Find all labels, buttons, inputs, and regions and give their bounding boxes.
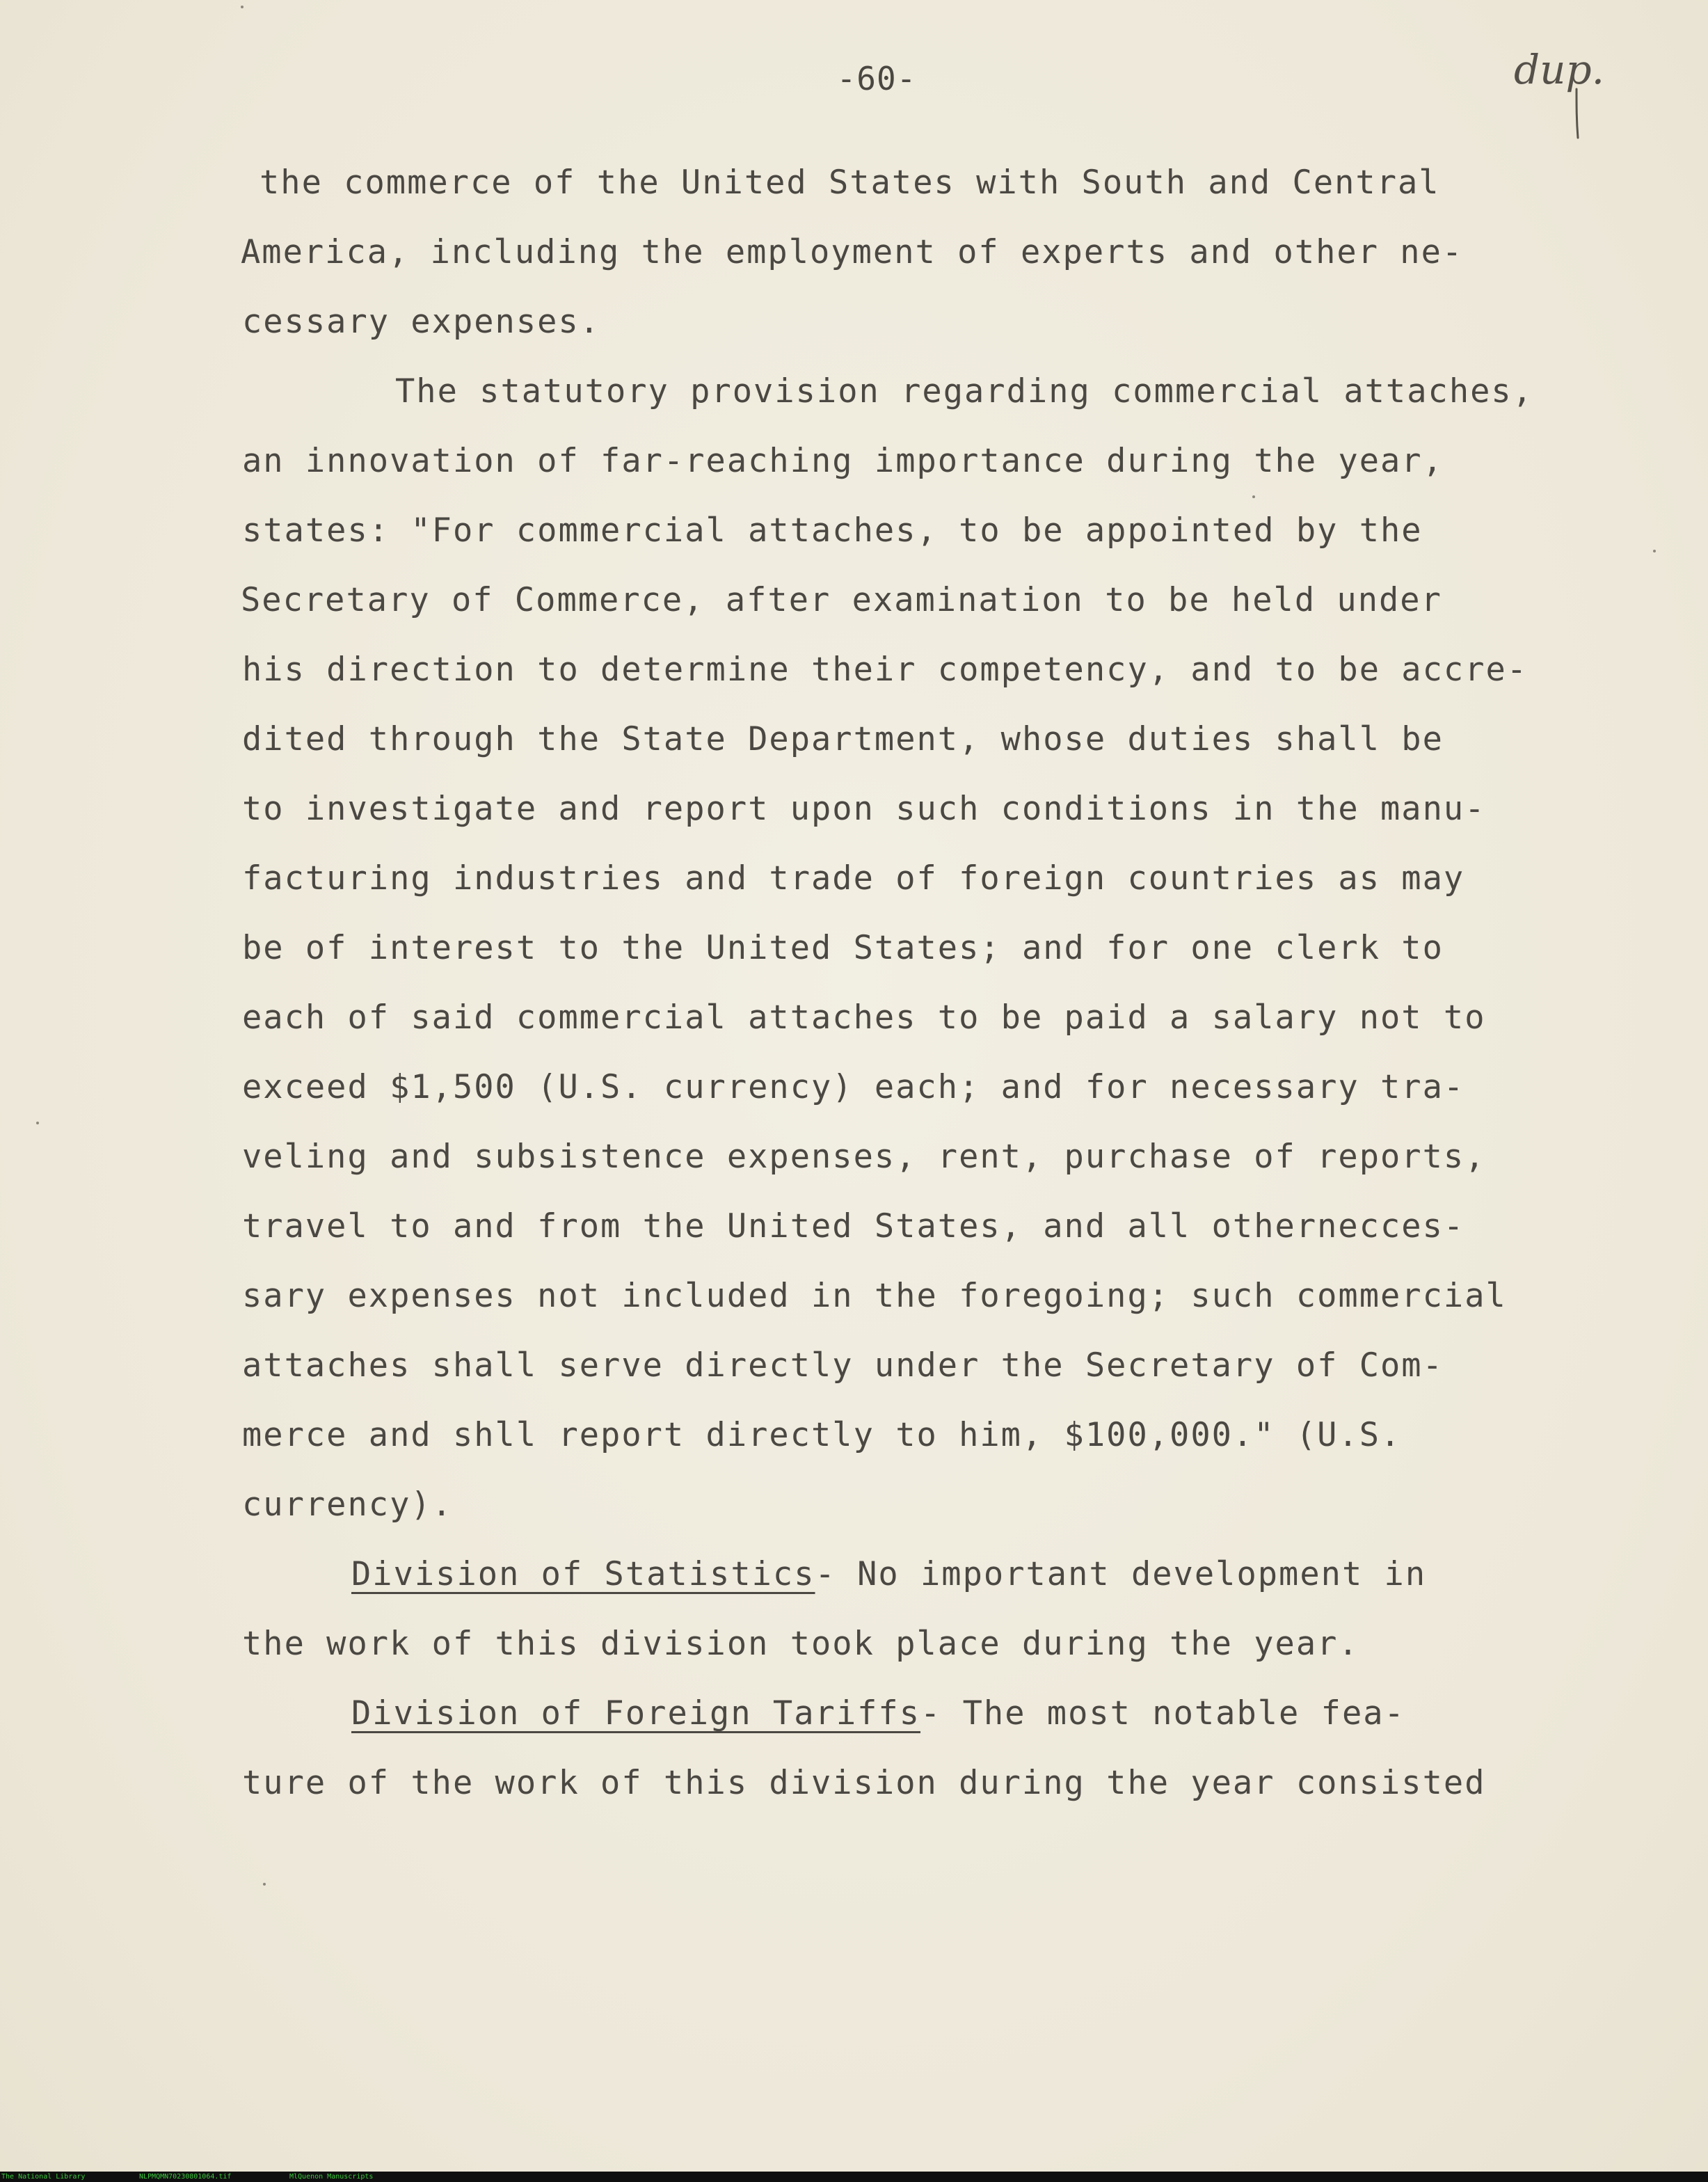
paper-speck (1653, 550, 1656, 552)
paper-speck (263, 1883, 266, 1886)
body-line-5: an innovation of far-reaching importance during the year, (242, 442, 1444, 480)
tariffs-line-2: ture of the work of this division during the year consisted (242, 1764, 1486, 1802)
tariffs-paragraph (351, 1693, 1405, 1735)
body-line-16: travel to and from the United States, and all othernecces- (242, 1207, 1465, 1245)
statistics-paragraph (351, 1554, 1426, 1595)
body-line-17: sary expenses not included in the foregoing; such commercial (242, 1277, 1507, 1315)
paper-speck (36, 1122, 39, 1124)
body-line-15: veling and subsistence expenses, rent, purchase of reports, (242, 1138, 1486, 1176)
statistics-dash: - (815, 1555, 836, 1593)
statistics-line-2: the work of this division took place during the year. (242, 1625, 1359, 1663)
body-line-13: each of said commercial attaches to be paid a salary not to (242, 998, 1486, 1037)
footer-file: NLPMQMN70230801064.tif (139, 2173, 232, 2181)
statistics-heading: Division of Statistics (351, 1555, 815, 1593)
paper-speck (1252, 495, 1255, 498)
body-line-12: be of interest to the United States; and for one clerk to (242, 929, 1444, 967)
page-number: -60- (836, 60, 917, 97)
body-line-14: exceed $1,500 (U.S. currency) each; and for necessary tra- (242, 1068, 1465, 1106)
body-line-8: his direction to determine their competency, and to be accre- (242, 651, 1529, 689)
body-line-1: the commerce of the United States with South and Central (260, 164, 1440, 202)
margin-note: dup. (1514, 46, 1605, 93)
footer-collection: MlQuenon Manuscripts (289, 2173, 374, 2181)
tariffs-text: The most notable fea- (941, 1694, 1405, 1733)
body-line-20: currency). (242, 1486, 453, 1524)
footer-library: The National Library (1, 2173, 86, 2181)
body-line-2: America, including the employment of experts and other ne- (241, 233, 1464, 271)
body-line-4: The statutory provision regarding commercial attaches, (395, 372, 1534, 411)
tariffs-dash: - (920, 1694, 942, 1733)
paper-speck (241, 6, 244, 8)
body-line-10: to investigate and report upon such conditions in the manu- (242, 790, 1486, 828)
body-line-19: merce and shll report directly to him, $100,000." (U.S. (242, 1416, 1402, 1454)
body-line-3: cessary expenses. (242, 303, 601, 341)
scan-footer (0, 2172, 1708, 2182)
body-line-9: dited through the State Department, whose duties shall be (242, 720, 1444, 758)
body-line-7: Secretary of Commerce, after examination to be held under (241, 581, 1442, 619)
body-line-18: attaches shall serve directly under the Secretary of Com- (242, 1346, 1444, 1385)
tariffs-heading: Division of Foreign Tariffs (351, 1694, 921, 1733)
body-line-11: facturing industries and trade of foreign countries as may (242, 859, 1465, 898)
statistics-text: No important development in (836, 1555, 1427, 1593)
body-line-6: states: "For commercial attaches, to be appointed by the (242, 511, 1423, 550)
